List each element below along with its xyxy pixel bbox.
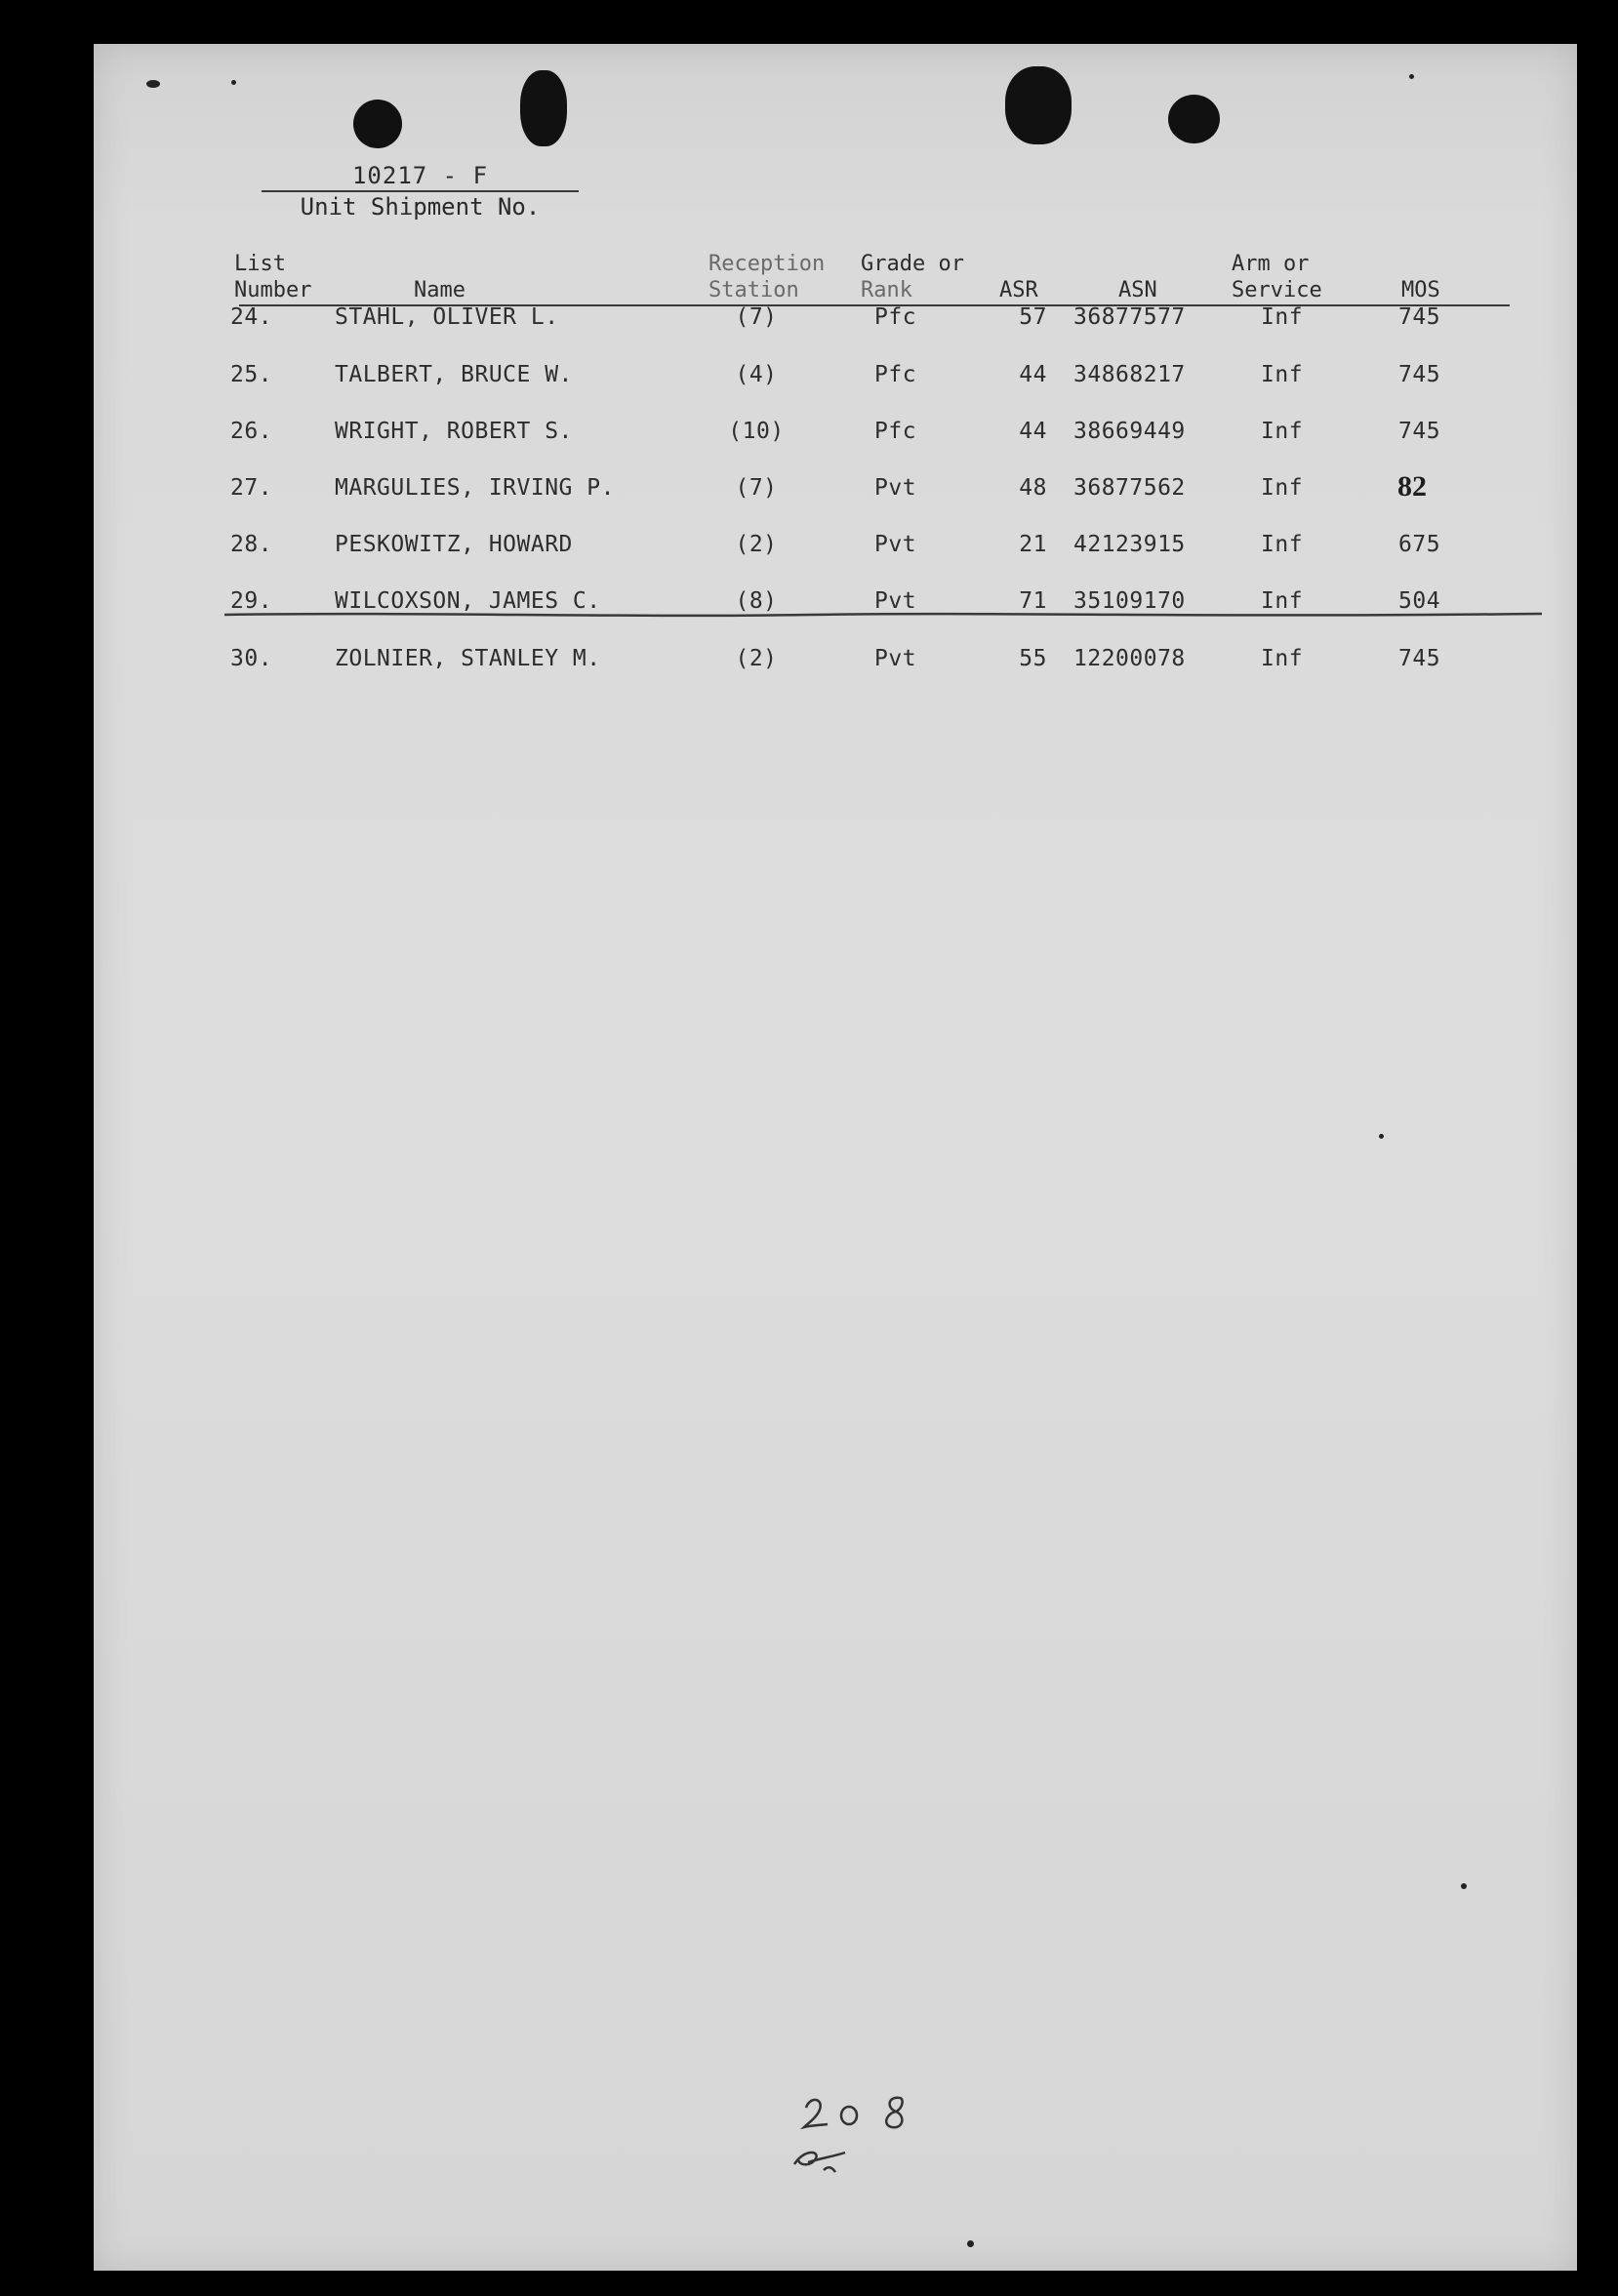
reception-station: (2) — [735, 532, 778, 557]
asn-number: 36877562 — [1073, 475, 1186, 501]
asn-number: 42123915 — [1073, 532, 1186, 557]
reception-station: (7) — [735, 475, 778, 501]
list-number: 27. — [230, 475, 273, 501]
speck — [1461, 1883, 1467, 1889]
mos-code: 745 — [1398, 419, 1441, 444]
mos-code: 504 — [1398, 588, 1441, 614]
punch-hole — [520, 70, 567, 146]
handwritten-page-number — [790, 2088, 937, 2195]
soldier-name: STAHL, OLIVER L. — [335, 304, 559, 330]
header-asn-text: ASN — [1118, 278, 1157, 302]
header-asn — [1118, 277, 1157, 303]
asr-score: 44 — [1019, 362, 1047, 387]
reception-station: (4) — [735, 362, 778, 387]
header-name-text: Name — [414, 278, 465, 302]
header-grade-line1: Grade or — [861, 252, 964, 276]
strike-through-line — [224, 611, 1542, 619]
list-number: 24. — [230, 304, 273, 330]
table-row — [0, 532, 1618, 561]
punch-hole — [353, 100, 402, 148]
mos-correction: 82 — [1397, 470, 1427, 503]
asr-score: 71 — [1019, 588, 1047, 614]
grade-rank: Pvt — [874, 588, 917, 614]
list-number: 25. — [230, 362, 273, 387]
header-asr — [999, 277, 1038, 303]
soldier-name: TALBERT, BRUCE W. — [335, 362, 573, 387]
mos-code: 745 — [1398, 362, 1441, 387]
list-number: 28. — [230, 532, 273, 557]
asn-number: 34868217 — [1073, 362, 1186, 387]
arm-service: Inf — [1261, 304, 1304, 330]
grade-rank: Pfc — [874, 304, 917, 330]
header-grade-line2: Rank — [861, 278, 912, 302]
soldier-name: WRIGHT, ROBERT S. — [335, 419, 573, 444]
punch-hole — [1005, 66, 1072, 144]
grade-rank: Pvt — [874, 475, 917, 501]
header-arm-line2: Service — [1232, 278, 1322, 302]
arm-service: Inf — [1261, 475, 1304, 501]
arm-service: Inf — [1261, 646, 1304, 671]
speck — [967, 2240, 974, 2247]
mos-code: 745 — [1398, 304, 1441, 330]
soldier-name: PESKOWITZ, HOWARD — [335, 532, 573, 557]
punch-hole — [1168, 95, 1220, 143]
reception-station: (8) — [735, 588, 778, 614]
header-reception-line1: Reception — [708, 252, 826, 276]
header-mos-text: MOS — [1401, 278, 1440, 302]
header-name — [414, 277, 465, 303]
asr-score: 21 — [1019, 532, 1047, 557]
speck — [146, 80, 160, 88]
asn-number: 38669449 — [1073, 419, 1186, 444]
asn-number: 12200078 — [1073, 646, 1186, 671]
speck — [1379, 1134, 1384, 1139]
unit-shipment-number: 10217 - F — [351, 162, 489, 189]
arm-service: Inf — [1261, 419, 1304, 444]
header-reception-line2: Station — [708, 278, 799, 302]
mos-code: 745 — [1398, 646, 1441, 671]
grade-rank: Pfc — [874, 419, 917, 444]
reception-station: (7) — [735, 304, 778, 330]
grade-rank: Pvt — [874, 532, 917, 557]
table-row — [0, 419, 1618, 448]
asr-score: 44 — [1019, 419, 1047, 444]
reception-station: (10) — [728, 419, 785, 444]
list-number: 30. — [230, 646, 273, 671]
arm-service: Inf — [1261, 362, 1304, 387]
table-row — [0, 646, 1618, 675]
header-arm-line1: Arm or — [1232, 252, 1310, 276]
arm-service: Inf — [1261, 588, 1304, 614]
asr-score: 55 — [1019, 646, 1047, 671]
arm-service: Inf — [1261, 532, 1304, 557]
header-arm — [1232, 251, 1322, 303]
list-number: 29. — [230, 588, 273, 614]
speck — [1409, 74, 1414, 79]
asn-number: 35109170 — [1073, 588, 1186, 614]
table-row — [0, 362, 1618, 391]
header-asr-text: ASR — [999, 278, 1038, 302]
soldier-name: ZOLNIER, STANLEY M. — [335, 646, 601, 671]
header-list-number-line2: Number — [234, 278, 312, 302]
reception-station: (2) — [735, 646, 778, 671]
asr-score: 57 — [1019, 304, 1047, 330]
grade-rank: Pfc — [874, 362, 917, 387]
speck — [231, 80, 236, 85]
grade-rank: Pvt — [874, 646, 917, 671]
header-mos — [1401, 277, 1440, 303]
mos-code: 675 — [1398, 532, 1441, 557]
unit-shipment-label: Unit Shipment No. — [300, 193, 541, 221]
list-number: 26. — [230, 419, 273, 444]
soldier-name: MARGULIES, IRVING P. — [335, 475, 615, 501]
table-row — [0, 304, 1618, 334]
soldier-name: WILCOXSON, JAMES C. — [335, 588, 601, 614]
asn-number: 36877577 — [1073, 304, 1186, 330]
asr-score: 48 — [1019, 475, 1047, 501]
header-list-number — [234, 251, 311, 303]
table-row — [0, 475, 1618, 504]
header-grade — [861, 251, 964, 303]
unit-shipment-rule — [262, 190, 579, 192]
header-reception — [708, 251, 825, 303]
header-list-number-line1: List — [234, 252, 286, 276]
